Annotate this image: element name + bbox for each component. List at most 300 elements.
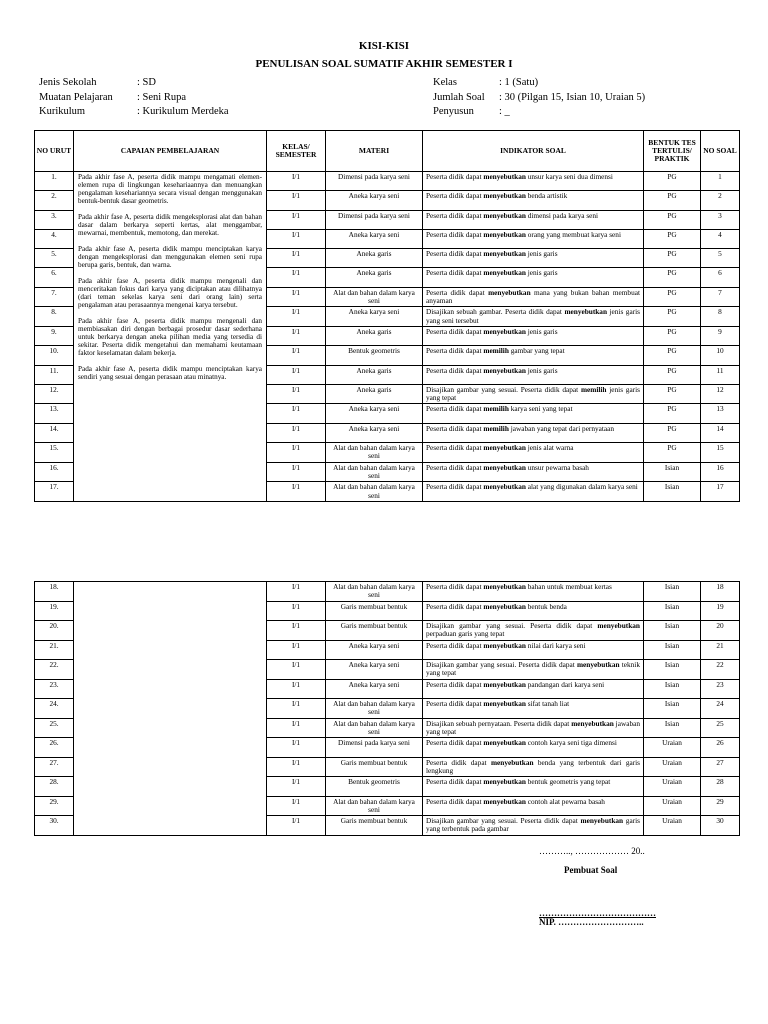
row-bentuk: Uraian — [644, 816, 701, 836]
row-indikator — [423, 423, 644, 442]
row-materi: Alat dan bahan dalam karya seni — [326, 462, 423, 482]
row-indikator — [423, 172, 644, 191]
indikator-verb: menyebutkan — [490, 757, 534, 767]
row-materi: Dimensi pada karya seni — [326, 210, 423, 229]
table-row — [35, 582, 740, 602]
indikator-text: Peserta didik dapat — [426, 698, 484, 708]
row-indikator — [423, 698, 644, 718]
indikator-verb: menyebutkan — [483, 462, 526, 472]
row-materi: Alat dan bahan dalam karya seni — [326, 287, 423, 307]
row-bentuk: PG — [644, 191, 701, 210]
row-indikator — [423, 659, 644, 679]
row-materi: Garis membuat bentuk — [326, 757, 423, 777]
indikator-text: unsur karya seni dua dimensi — [525, 172, 613, 181]
row-bentuk: Isian — [644, 482, 701, 502]
signature-title: Pembuat Soal — [564, 865, 618, 875]
indikator-verb: menyebutkan — [483, 796, 526, 806]
row-indikator — [423, 268, 644, 287]
capaian-paragraph: Pada akhir fase A, peserta didik mampu menciptakan karya dengan mengeksplorasi dan menggunakan elemen seni rupa berupa garis, bentuk, dan warna. — [78, 245, 262, 269]
row-no-soal: 16 — [701, 462, 740, 482]
indikator-text: mana yang bukan bahan membuat anyaman — [426, 287, 640, 306]
indikator-text: sifat tanah liat — [525, 698, 570, 708]
indikator-text: Disajikan sebuah pernyataan. Peserta didik dapat — [426, 718, 572, 728]
row-no-soal: 23 — [701, 679, 740, 698]
row-number: 8. — [35, 307, 74, 327]
capaian-paragraph: Pada akhir fase A, peserta didik mampu mengenali dan menceritakan fokus dari karya yang diciptakan atau dilihatnya (dari teman sekelas karya seni dari orang lain) serta pengalaman atau perasaannya mengenai karya tersebut. — [78, 277, 262, 309]
row-no-soal: 13 — [701, 404, 740, 423]
row-kelas: I/1 — [267, 640, 326, 659]
indikator-verb: menyebutkan — [576, 659, 620, 669]
indikator-verb: menyebutkan — [483, 482, 526, 492]
row-indikator — [423, 326, 644, 345]
row-indikator — [423, 229, 644, 248]
row-materi: Dimensi pada karya seni — [326, 738, 423, 757]
indikator-text: garis yang terbentuk pada gambar — [426, 816, 640, 834]
indikator-text: Peserta didik dapat — [426, 757, 491, 767]
indikator-text: jawaban yang tepat — [426, 718, 640, 736]
row-materi: Aneka garis — [326, 249, 423, 268]
info-value: : Seni Rupa — [137, 91, 186, 103]
row-indikator — [423, 757, 644, 777]
indikator-verb: menyebutkan — [483, 601, 526, 611]
row-materi: Aneka garis — [326, 365, 423, 384]
capaian-cell-empty — [74, 582, 267, 836]
indikator-text: bahan untuk membuat kertas — [525, 582, 612, 591]
row-no-soal: 19 — [701, 601, 740, 620]
info-row — [433, 76, 645, 91]
info-label: Jumlah Soal — [433, 91, 485, 103]
row-bentuk: PG — [644, 210, 701, 229]
signature-nip: NIP. ……………………….. — [539, 917, 644, 927]
indikator-verb: menyebutkan — [483, 229, 526, 239]
row-number: 3. — [35, 210, 74, 229]
row-kelas: I/1 — [267, 210, 326, 229]
row-bentuk: Isian — [644, 718, 701, 738]
info-label: Muatan Pelajaran — [39, 91, 113, 103]
row-kelas: I/1 — [267, 601, 326, 620]
row-bentuk: Uraian — [644, 738, 701, 757]
row-indikator — [423, 443, 644, 463]
row-materi: Alat dan bahan dalam karya seni — [326, 698, 423, 718]
indikator-verb: menyebutkan — [483, 365, 526, 375]
info-label: Kurikulum — [39, 106, 86, 117]
indikator-text: jenis garis — [525, 326, 558, 336]
indikator-text: Peserta didik dapat — [426, 462, 484, 472]
row-number: 18. — [35, 582, 74, 602]
row-indikator — [423, 249, 644, 268]
row-no-soal: 28 — [701, 777, 740, 796]
row-kelas: I/1 — [267, 326, 326, 345]
info-row — [39, 76, 229, 91]
info-label: Kelas — [433, 77, 457, 88]
row-indikator — [423, 679, 644, 698]
row-bentuk: PG — [644, 365, 701, 384]
capaian-cell — [74, 172, 267, 502]
row-number: 12. — [35, 384, 74, 404]
indikator-verb: menyebutkan — [483, 249, 526, 259]
row-materi: Garis membuat bentuk — [326, 620, 423, 640]
indikator-verb: menyebutkan — [483, 443, 526, 453]
indikator-text: Peserta didik dapat — [426, 365, 484, 375]
indikator-text: Disajikan sebuah gambar. Peserta didik dapat — [426, 307, 565, 317]
row-no-soal: 27 — [701, 757, 740, 777]
indikator-text: jenis garis yang seni tersebut — [426, 307, 640, 325]
row-kelas: I/1 — [267, 582, 326, 602]
row-bentuk: PG — [644, 287, 701, 307]
row-kelas: I/1 — [267, 249, 326, 268]
row-number: 28. — [35, 777, 74, 796]
row-materi: Bentuk geometris — [326, 777, 423, 796]
row-kelas: I/1 — [267, 462, 326, 482]
row-number: 24. — [35, 698, 74, 718]
row-kelas: I/1 — [267, 796, 326, 816]
row-indikator — [423, 307, 644, 327]
indikator-text: jawaban yang tepat dari pernyataan — [508, 423, 615, 433]
indikator-text: Peserta didik dapat — [426, 172, 484, 181]
row-number: 5. — [35, 249, 74, 268]
indikator-verb: menyebutkan — [483, 210, 526, 220]
indikator-text: Peserta didik dapat — [426, 326, 484, 336]
kisi-table-page-1 — [34, 130, 740, 502]
row-bentuk: Isian — [644, 620, 701, 640]
row-bentuk: Isian — [644, 640, 701, 659]
indikator-verb: menyebutkan — [488, 287, 531, 297]
row-number: 21. — [35, 640, 74, 659]
row-kelas: I/1 — [267, 659, 326, 679]
row-materi: Garis membuat bentuk — [326, 816, 423, 836]
header-kelas: KELAS/ SEMESTER — [267, 131, 326, 172]
row-no-soal: 20 — [701, 620, 740, 640]
doc-title: KISI-KISI — [358, 40, 410, 52]
indikator-text: bentuk benda — [525, 601, 567, 611]
indikator-text: gambar yang tepat — [508, 346, 565, 356]
row-kelas: I/1 — [267, 365, 326, 384]
row-kelas: I/1 — [267, 777, 326, 796]
info-value: : SD — [137, 77, 156, 88]
row-materi: Aneka garis — [326, 268, 423, 287]
header-bentuk: BENTUK TES TERTULIS/ PRAKTIK — [644, 131, 701, 172]
row-bentuk: Isian — [644, 679, 701, 698]
row-materi: Aneka karya seni — [326, 679, 423, 698]
row-indikator — [423, 482, 644, 502]
indikator-text: dimensi pada karya seni — [525, 210, 599, 220]
indikator-text: Disajikan gambar yang sesuai. Peserta didik dapat — [426, 659, 577, 669]
row-kelas: I/1 — [267, 738, 326, 757]
row-bentuk: Uraian — [644, 796, 701, 816]
row-bentuk: PG — [644, 307, 701, 327]
row-kelas: I/1 — [267, 443, 326, 463]
row-no-soal: 21 — [701, 640, 740, 659]
indikator-text: Peserta didik dapat — [426, 249, 484, 259]
row-bentuk: PG — [644, 249, 701, 268]
header-indikator: INDIKATOR SOAL — [423, 131, 644, 172]
header-capaian: CAPAIAN PEMBELAJARAN — [74, 131, 267, 172]
row-no-soal: 1 — [701, 172, 740, 191]
row-indikator — [423, 191, 644, 210]
header-materi: MATERI — [326, 131, 423, 172]
row-number: 22. — [35, 659, 74, 679]
row-no-soal: 22 — [701, 659, 740, 679]
row-no-soal: 6 — [701, 268, 740, 287]
indikator-verb: menyebutkan — [597, 620, 640, 630]
row-bentuk: PG — [644, 229, 701, 248]
header-no-soal: NO SOAL — [701, 131, 740, 172]
row-number: 10. — [35, 346, 74, 365]
row-bentuk: PG — [644, 172, 701, 191]
capaian-paragraph: Pada akhir fase A, peserta didik mengeksplorasi alat dan bahan dasar dalam berkarya seperti kertas, alat menggambar, mewarnai, membentuk, memotong, dan merekat. — [78, 213, 262, 237]
row-indikator — [423, 365, 644, 384]
row-materi: Aneka garis — [326, 384, 423, 404]
row-kelas: I/1 — [267, 679, 326, 698]
indikator-text: Disajikan gambar yang sesuai. Peserta didik dapat — [426, 816, 581, 826]
row-number: 17. — [35, 482, 74, 502]
row-no-soal: 8 — [701, 307, 740, 327]
row-kelas: I/1 — [267, 620, 326, 640]
row-materi: Aneka karya seni — [326, 659, 423, 679]
row-number: 23. — [35, 679, 74, 698]
indikator-verb: memilih — [483, 346, 509, 356]
indikator-verb: menyebutkan — [483, 172, 526, 181]
indikator-text: jenis garis yang tepat — [426, 384, 640, 403]
row-kelas: I/1 — [267, 191, 326, 210]
row-no-soal: 14 — [701, 423, 740, 442]
row-bentuk: PG — [644, 326, 701, 345]
row-materi: Garis membuat bentuk — [326, 601, 423, 620]
row-bentuk: Uraian — [644, 777, 701, 796]
indikator-text: Peserta didik dapat — [426, 443, 484, 453]
row-number: 6. — [35, 268, 74, 287]
indikator-text: contoh karya seni tiga dimensi — [525, 738, 617, 748]
row-number: 7. — [35, 287, 74, 307]
indikator-verb: menyebutkan — [483, 679, 526, 689]
row-number: 2. — [35, 191, 74, 210]
row-indikator — [423, 718, 644, 738]
indikator-verb: menyebutkan — [483, 738, 526, 748]
row-materi: Aneka karya seni — [326, 229, 423, 248]
row-no-soal: 7 — [701, 287, 740, 307]
indikator-text: Peserta didik dapat — [426, 346, 484, 356]
indikator-text: pandangan dari karya seni — [525, 679, 605, 689]
indikator-verb: menyebutkan — [564, 307, 608, 317]
table-row — [35, 172, 740, 191]
row-number: 1. — [35, 172, 74, 191]
indikator-text: Peserta didik dapat — [426, 268, 484, 278]
row-no-soal: 3 — [701, 210, 740, 229]
indikator-text: perpaduan garis yang tepat — [426, 629, 505, 639]
row-kelas: I/1 — [267, 172, 326, 191]
row-materi: Bentuk geometris — [326, 346, 423, 365]
doc-subtitle: PENULISAN SOAL SUMATIF AKHIR SEMESTER I — [255, 58, 513, 70]
indikator-text: orang yang membuat karya seni — [525, 229, 621, 239]
row-number: 26. — [35, 738, 74, 757]
indikator-text: bentuk geometris yang tepat — [525, 777, 611, 787]
indikator-text: Peserta didik dapat — [426, 482, 484, 492]
indikator-verb: menyebutkan — [483, 268, 526, 278]
row-kelas: I/1 — [267, 268, 326, 287]
row-no-soal: 18 — [701, 582, 740, 602]
row-indikator — [423, 777, 644, 796]
header-no: NO URUT — [35, 131, 74, 172]
row-kelas: I/1 — [267, 346, 326, 365]
row-indikator — [423, 384, 644, 404]
info-row — [39, 105, 229, 120]
row-indikator — [423, 601, 644, 620]
row-bentuk: Isian — [644, 601, 701, 620]
row-indikator — [423, 287, 644, 307]
kisi-table-page-2 — [34, 581, 740, 836]
row-indikator — [423, 346, 644, 365]
row-kelas: I/1 — [267, 816, 326, 836]
row-kelas: I/1 — [267, 307, 326, 327]
info-value: : 30 (Pilgan 15, Isian 10, Uraian 5) — [499, 91, 646, 103]
row-materi: Alat dan bahan dalam karya seni — [326, 582, 423, 602]
row-number: 25. — [35, 718, 74, 738]
info-left — [39, 76, 229, 120]
row-bentuk: PG — [644, 404, 701, 423]
row-indikator — [423, 620, 644, 640]
indikator-text: nilai dari karya seni — [525, 640, 586, 650]
indikator-text: Peserta didik dapat — [426, 640, 484, 650]
row-kelas: I/1 — [267, 482, 326, 502]
indikator-text: Peserta didik dapat — [426, 582, 484, 591]
indikator-text: unsur pewarna basah — [525, 462, 589, 472]
table-header-row — [35, 131, 740, 172]
row-bentuk: Isian — [644, 582, 701, 602]
row-no-soal: 17 — [701, 482, 740, 502]
row-materi: Alat dan bahan dalam karya seni — [326, 443, 423, 463]
row-kelas: I/1 — [267, 404, 326, 423]
indikator-text: benda yang terbentuk dari garis lengkung — [426, 757, 640, 775]
info-value: : 1 (Satu) — [499, 77, 539, 88]
row-kelas: I/1 — [267, 287, 326, 307]
row-materi: Aneka karya seni — [326, 404, 423, 423]
indikator-text: Disajikan gambar yang sesuai. Peserta didik dapat — [426, 384, 581, 394]
row-kelas: I/1 — [267, 229, 326, 248]
row-no-soal: 9 — [701, 326, 740, 345]
row-indikator — [423, 582, 644, 602]
info-value: : Kurikulum Merdeka — [137, 106, 229, 117]
row-number: 9. — [35, 326, 74, 345]
row-materi: Aneka karya seni — [326, 191, 423, 210]
indikator-text: Peserta didik dapat — [426, 423, 484, 433]
indikator-text: Peserta didik dapat — [426, 210, 484, 220]
indikator-text: teknik yang tepat — [426, 659, 640, 678]
row-number: 19. — [35, 601, 74, 620]
row-number: 20. — [35, 620, 74, 640]
indikator-verb: memilih — [580, 384, 607, 394]
row-bentuk: PG — [644, 346, 701, 365]
indikator-text: Peserta didik dapat — [426, 777, 484, 787]
row-no-soal: 24 — [701, 698, 740, 718]
row-number: 16. — [35, 462, 74, 482]
row-materi: Alat dan bahan dalam karya seni — [326, 718, 423, 738]
row-no-soal: 15 — [701, 443, 740, 463]
row-no-soal: 5 — [701, 249, 740, 268]
row-kelas: I/1 — [267, 698, 326, 718]
indikator-text: jenis garis — [525, 268, 558, 278]
row-number: 30. — [35, 816, 74, 836]
indikator-verb: memilih — [483, 423, 509, 433]
row-bentuk: Isian — [644, 462, 701, 482]
row-kelas: I/1 — [267, 423, 326, 442]
row-materi: Alat dan bahan dalam karya seni — [326, 482, 423, 502]
row-indikator — [423, 738, 644, 757]
row-bentuk: Uraian — [644, 757, 701, 777]
indikator-verb: menyebutkan — [483, 191, 526, 201]
indikator-text: alat yang digunakan dalam karya seni — [525, 482, 638, 492]
row-bentuk: PG — [644, 423, 701, 442]
indikator-text: Peserta didik dapat — [426, 601, 484, 611]
indikator-text: jenis garis — [525, 365, 558, 375]
row-no-soal: 29 — [701, 796, 740, 816]
indikator-text: Peserta didik dapat — [426, 404, 484, 414]
indikator-text: Peserta didik dapat — [426, 679, 484, 689]
row-number: 15. — [35, 443, 74, 463]
row-indikator — [423, 462, 644, 482]
indikator-text: Disajikan gambar yang sesuai. Peserta didik dapat — [426, 620, 598, 630]
row-number: 27. — [35, 757, 74, 777]
indikator-text: Peserta didik dapat — [426, 738, 484, 748]
indikator-text: Peserta didik dapat — [426, 287, 489, 297]
row-bentuk: Isian — [644, 659, 701, 679]
indikator-verb: menyebutkan — [483, 326, 526, 336]
info-right — [433, 76, 645, 120]
capaian-paragraph: Pada akhir fase A, peserta didik mampu mengamati elemen-elemen rupa di lingkungan kesehariaannya dan menuangkan pengalaman kesehariannya secara visual dengan menggunakan bentuk-bentuk dasar geometris. — [78, 173, 262, 205]
row-materi: Aneka karya seni — [326, 640, 423, 659]
row-no-soal: 25 — [701, 718, 740, 738]
row-no-soal: 11 — [701, 365, 740, 384]
info-label: Jenis Sekolah — [39, 77, 97, 88]
row-number: 11. — [35, 365, 74, 384]
indikator-verb: menyebutkan — [483, 698, 526, 708]
row-indikator — [423, 404, 644, 423]
row-kelas: I/1 — [267, 384, 326, 404]
info-label: Penyusun — [433, 106, 474, 117]
capaian-paragraph: Pada akhir fase A, peserta didik mampu mengenali dan membiasakan diri dengan berbagai prosedur dasar sederhana untuk berkarya dengan aneka pilihan media yang tersedia di sekitar. Peserta didik mengetahui dan memahami keutamaan faktor keselamatan dalam bekerja. — [78, 317, 262, 357]
row-kelas: I/1 — [267, 757, 326, 777]
info-value: : _ — [499, 106, 510, 117]
row-materi: Aneka karya seni — [326, 307, 423, 327]
row-number: 29. — [35, 796, 74, 816]
row-kelas: I/1 — [267, 718, 326, 738]
indikator-text: Peserta didik dapat — [426, 191, 484, 201]
row-number: 13. — [35, 404, 74, 423]
row-materi: Aneka karya seni — [326, 423, 423, 442]
row-materi: Alat dan bahan dalam karya seni — [326, 796, 423, 816]
row-no-soal: 4 — [701, 229, 740, 248]
indikator-text: jenis alat warna — [525, 443, 574, 453]
row-bentuk: PG — [644, 384, 701, 404]
row-no-soal: 2 — [701, 191, 740, 210]
row-no-soal: 26 — [701, 738, 740, 757]
row-no-soal: 12 — [701, 384, 740, 404]
row-materi: Dimensi pada karya seni — [326, 172, 423, 191]
row-number: 14. — [35, 423, 74, 442]
row-indikator — [423, 640, 644, 659]
indikator-text: jenis garis — [525, 249, 558, 259]
indikator-text: Peserta didik dapat — [426, 796, 484, 806]
signature-name-line: ………………………………… — [539, 908, 656, 918]
indikator-text: Peserta didik dapat — [426, 229, 484, 239]
signature-date: ……….., ……………… 20.. — [539, 846, 645, 856]
capaian-paragraph: Pada akhir fase A, peserta didik mampu menciptakan karya sendiri yang sesuai dengan perasaan atau minatnya. — [78, 365, 262, 381]
row-indikator — [423, 796, 644, 816]
indikator-verb: menyebutkan — [580, 816, 624, 826]
row-number: 4. — [35, 229, 74, 248]
info-row — [433, 91, 645, 106]
row-no-soal: 30 — [701, 816, 740, 836]
row-bentuk: PG — [644, 443, 701, 463]
